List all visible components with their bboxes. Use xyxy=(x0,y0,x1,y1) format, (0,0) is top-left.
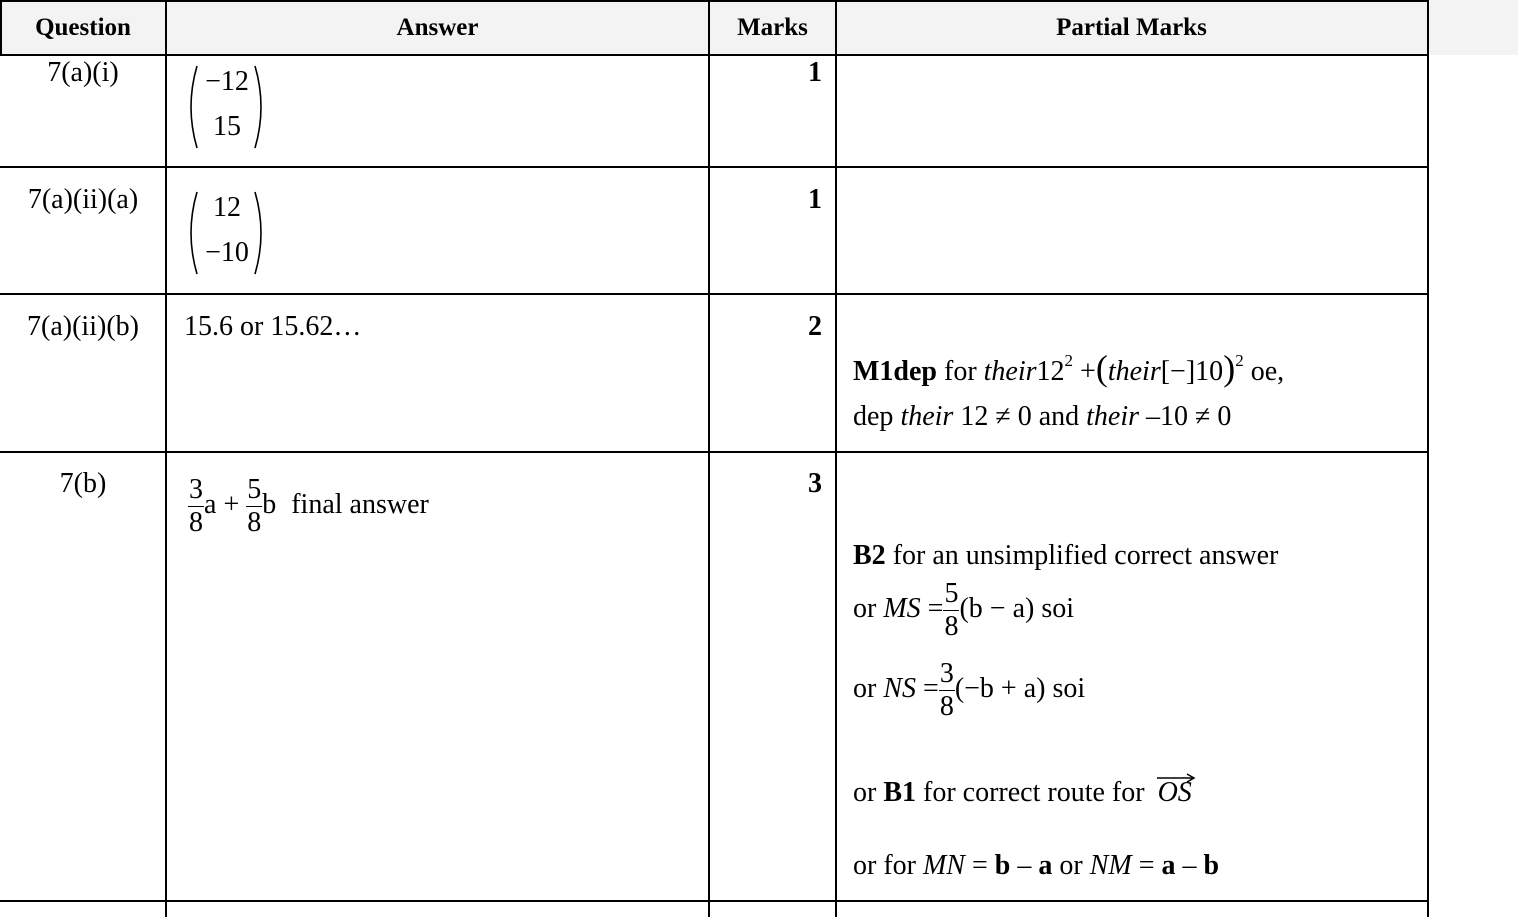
fraction: $\frac{3}{8}$ xyxy=(189,474,203,538)
row-divider xyxy=(0,293,1428,295)
header-bottom-border xyxy=(0,54,1428,56)
close-paren: ) xyxy=(1223,348,1236,388)
vector-a: a xyxy=(1038,850,1053,881)
or-text: or xyxy=(853,777,877,808)
vector-top: −12 xyxy=(205,66,249,97)
fraction: $\frac{5}{8}$ xyxy=(944,578,959,642)
partial-marks-line xyxy=(853,580,1074,641)
vector-b: b xyxy=(1203,850,1220,881)
b1-code: B1 xyxy=(883,777,917,808)
marks-value: 1 xyxy=(808,57,822,88)
soi-text: soi xyxy=(1052,672,1086,704)
vector-b: b xyxy=(994,850,1011,881)
partial-marks-line xyxy=(853,350,1284,388)
fraction: $\frac{5}{8}$ xyxy=(247,474,262,538)
vector-os: OS xyxy=(1158,777,1192,809)
answer-text: 15.6 or 15.62… xyxy=(184,311,362,342)
column-divider xyxy=(1427,0,1429,917)
minus-sign: – xyxy=(1182,850,1197,881)
equals-sign: = xyxy=(923,672,939,704)
arrow-icon xyxy=(1156,773,1196,783)
row-divider xyxy=(0,451,1428,453)
their-text: their xyxy=(1086,401,1140,432)
for-text: for xyxy=(944,356,977,387)
equals-sign: = xyxy=(927,592,944,624)
their-text: their xyxy=(983,356,1037,387)
question-number: 7(b) xyxy=(59,468,107,499)
variable-b: b xyxy=(262,488,277,520)
condition-text: 12 ≠ 0 and xyxy=(960,401,1080,432)
question-number: 7(a)(i) xyxy=(47,57,119,88)
b2-code: B2 xyxy=(853,540,886,571)
partial-marks-line xyxy=(853,401,1231,433)
row-divider xyxy=(0,166,1428,168)
column-vector xyxy=(187,64,267,150)
vector-nm: NM xyxy=(1089,850,1132,881)
header-question: Question xyxy=(35,14,131,41)
final-answer-text: final answer xyxy=(291,488,429,520)
marks-value: 1 xyxy=(808,184,822,215)
row-divider xyxy=(0,900,1428,902)
variable-a: a xyxy=(204,488,217,520)
minus-sign: – xyxy=(1017,850,1032,881)
column-divider xyxy=(165,0,167,917)
header-marks: Marks xyxy=(737,14,808,41)
vector-bottom: −10 xyxy=(205,237,249,268)
base-value: 12 xyxy=(1036,356,1065,387)
vector-mn: MN xyxy=(922,850,965,881)
partial-marks-line xyxy=(853,777,1192,809)
vector-bottom: 15 xyxy=(213,111,241,142)
vector-top: 12 xyxy=(213,192,241,223)
dep-text: dep xyxy=(853,401,894,432)
question-number: 7(a)(ii)(b) xyxy=(27,311,139,342)
column-vector xyxy=(187,190,267,276)
partial-marks-line xyxy=(853,540,1278,572)
soi-text: soi xyxy=(1041,592,1075,624)
column-divider xyxy=(835,0,837,917)
question-number: 7(a)(ii)(a) xyxy=(27,184,139,215)
b1-description: for correct route for xyxy=(923,777,1145,808)
column-divider xyxy=(708,0,710,917)
their-text: their xyxy=(1107,356,1161,387)
or-text: or xyxy=(853,672,877,704)
expression: (b − a) xyxy=(959,592,1035,624)
header-answer: Answer xyxy=(396,14,479,41)
exponent: 2 xyxy=(1064,350,1074,370)
equals-sign: = xyxy=(1138,850,1155,881)
marks-value: 3 xyxy=(808,468,822,499)
bracketed-value: [−]10 xyxy=(1160,356,1224,387)
vector-ms: MS xyxy=(883,592,921,624)
b2-description: for an unsimplified correct answer xyxy=(892,540,1279,571)
condition-text: –10 ≠ 0 xyxy=(1146,401,1232,432)
expression: (−b + a) xyxy=(954,672,1046,704)
oe-text: oe, xyxy=(1250,356,1285,387)
equals-sign: = xyxy=(971,850,988,881)
or-text: or xyxy=(853,592,877,624)
plus-sign: + xyxy=(223,488,240,520)
header-partial-marks: Partial Marks xyxy=(1056,14,1207,41)
marks-value: 2 xyxy=(808,311,822,342)
answer-expression xyxy=(188,476,429,537)
partial-marks-line xyxy=(853,660,1085,721)
open-paren: ( xyxy=(1095,348,1108,388)
fraction: $\frac{3}{8}$ xyxy=(939,658,954,722)
their-text: their xyxy=(900,401,954,432)
or-for-text: or for xyxy=(853,850,916,881)
m1dep-code: M1dep xyxy=(853,356,937,387)
partial-marks-line xyxy=(853,850,1219,882)
vector-ns: NS xyxy=(883,672,917,704)
plus-sign: + xyxy=(1080,356,1096,387)
exponent: 2 xyxy=(1235,350,1244,370)
vector-a: a xyxy=(1161,850,1176,881)
or-text: or xyxy=(1059,850,1083,881)
